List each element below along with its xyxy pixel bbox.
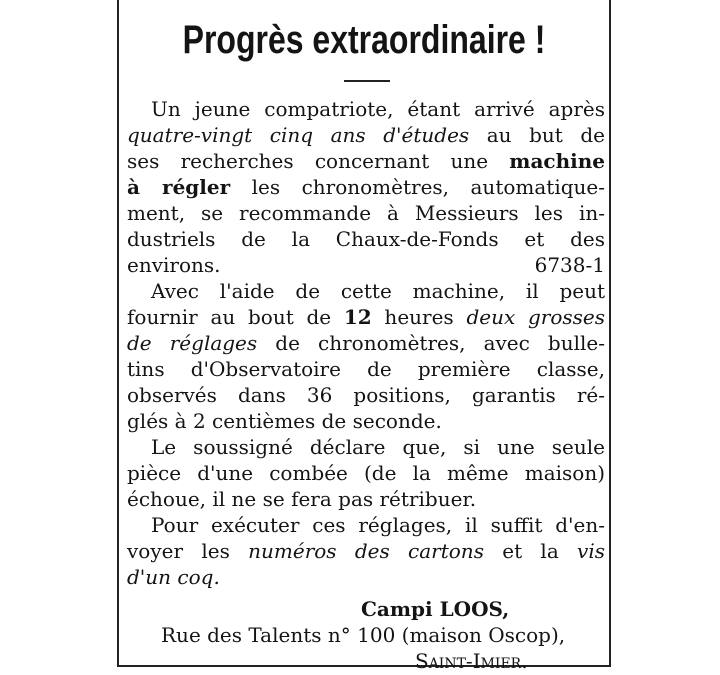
text-line: ses recherches concernant une machine <box>127 149 605 173</box>
text-line: de réglages de chronomètres, avec bulle- <box>127 331 606 355</box>
reference-number: 6738-1 <box>534 253 605 277</box>
advertisement-frame <box>117 0 611 673</box>
title-divider <box>344 80 390 82</box>
text-line: Un jeune compatriote, étant arrivé après <box>151 97 605 121</box>
text-line: Pour exécuter ces réglages, il suffit d'en- <box>151 513 605 537</box>
signature-town: Saint-Imier. <box>415 649 528 673</box>
text-line: pièce d'une combée (de la même maison) <box>127 461 605 485</box>
text-line: voyer les numéros des cartons et la vis <box>127 539 605 563</box>
text-line: environs. 6738-1 <box>127 253 605 277</box>
headline: Progrès extraordinaire ! <box>182 18 546 62</box>
text-line: échoue, il ne se fera pas rétribuer. <box>127 487 477 511</box>
signature-address: Rue des Talents n° 100 (maison Oscop), <box>161 623 566 647</box>
text-line: d'un coq. <box>127 565 220 589</box>
text-line: dustriels de la Chaux-de-Fonds et des <box>127 227 605 251</box>
text-line: quatre-vingt cinq ans d'études au but de <box>127 123 605 147</box>
text-line: observés dans 36 positions, garantis ré- <box>127 383 605 407</box>
text-line: glés à 2 centièmes de seconde. <box>127 409 442 433</box>
text-line: fournir au bout de 12 heures deux grosses <box>127 305 605 329</box>
signature-name: Campi LOOS, <box>361 597 510 621</box>
text-line: tins d'Observatoire de première classe, <box>127 357 605 381</box>
text-line: à régler les chronomètres, automatique- <box>127 175 605 199</box>
text-line: Le soussigné déclare que, si une seule <box>151 435 605 459</box>
text-line: Avec l'aide de cette machine, il peut <box>151 279 605 303</box>
text-line: ment, se recommande à Messieurs les in- <box>127 201 605 225</box>
